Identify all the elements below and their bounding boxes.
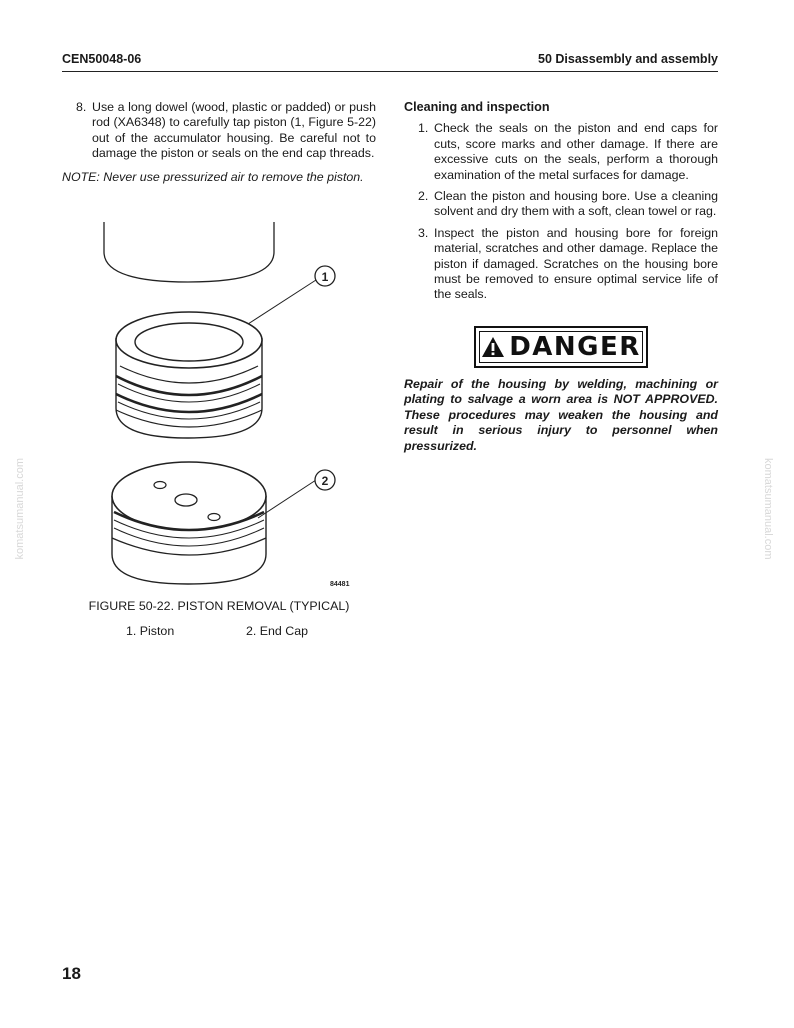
step-number: 3. (418, 225, 429, 240)
callout-2-label: 2 (321, 474, 329, 488)
legend-item-end-cap: 2. End Cap (246, 624, 308, 638)
step-number: 2. (418, 189, 429, 204)
section-title: 50 Disassembly and assembly (538, 52, 718, 66)
section-heading: Cleaning and inspection (404, 100, 550, 114)
step-text: Inspect the piston and housing bore for foreign material, scratches and other damage. Replace the piston if damaged. Scratches on the housing bore must be removed to ensure optimal service life of the seals. (434, 225, 718, 302)
note-text: NOTE: Never use pressurized air to remove the piston. (62, 169, 364, 184)
page-number: 18 (62, 964, 81, 983)
inspection-step-1 (404, 121, 718, 183)
step-text: Check the seals on the piston and end caps for cuts, score marks and other damage. If there are excessive cuts on the seals, perform a thorough examination of the metal surfaces for damage. (434, 121, 718, 182)
danger-label (474, 326, 648, 368)
right-column (404, 100, 718, 309)
page-header (62, 52, 718, 72)
inspection-step-3 (404, 226, 718, 303)
end-cap-part (112, 462, 266, 584)
danger-message: Repair of the housing by welding, machining or plating to salvage a worn area is NOT APPROVED. These procedures may weaken the housing and result in serious injury to personnel when pressurized. (404, 377, 718, 453)
step-text: Use a long dowel (wood, plastic or padded) or push rod (XA6348) to carefully tap piston (1, Figure 5-22) out of the accumulator housing. Be careful not to damage the piston or seals on the end cap threads. (92, 100, 376, 161)
figure-caption: FIGURE 50-22. PISTON REMOVAL (TYPICAL) (88, 599, 350, 613)
step-text: Clean the piston and housing bore. Use a cleaning solvent and dry them with a soft, clean towel or rag. (434, 189, 718, 219)
legend-item-piston: 1. Piston (126, 624, 175, 638)
callout-1-label: 1 (321, 270, 329, 284)
inspection-step-2 (404, 189, 718, 220)
warning-triangle-icon (481, 336, 505, 358)
danger-label-text: DANGER (509, 332, 641, 362)
step-8 (62, 100, 376, 162)
step-number: 1. (418, 121, 429, 136)
watermark-right: komatsumanual.com (762, 458, 774, 560)
left-column (62, 100, 376, 185)
piston-removal-figure (62, 218, 378, 596)
piston-illustration (62, 218, 378, 596)
watermark-left: komatsumanual.com (14, 458, 26, 560)
document-id: CEN50048-06 (62, 52, 142, 66)
figure-image-id: 84481 (330, 581, 350, 588)
step-number: 8. (76, 100, 87, 114)
piston-part (116, 312, 262, 438)
